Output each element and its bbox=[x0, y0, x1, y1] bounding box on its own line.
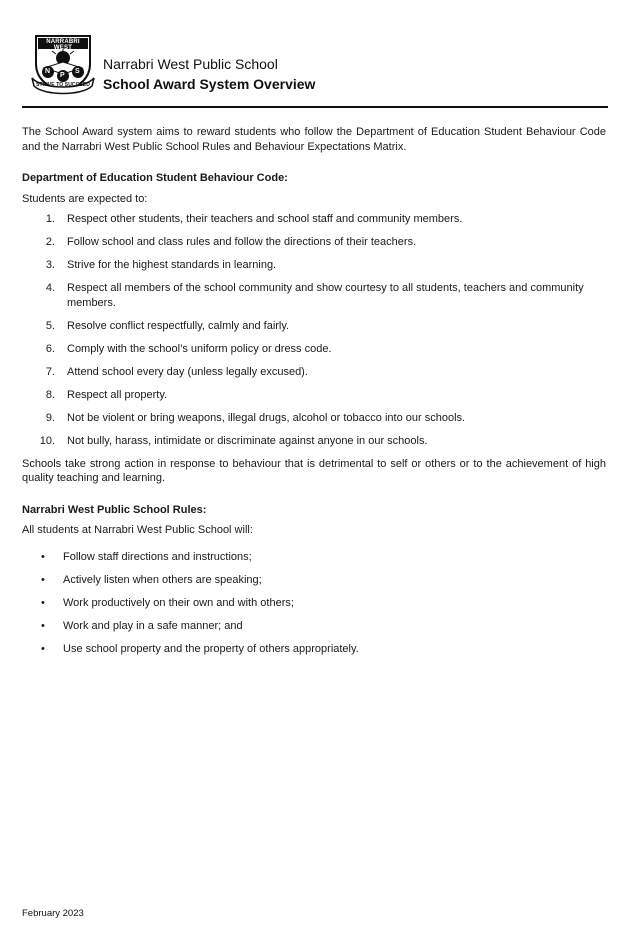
list-item-number: 9. bbox=[45, 411, 55, 424]
school-rules-list bbox=[22, 550, 606, 657]
list-item-number: 4. bbox=[45, 282, 55, 294]
crest-letter-s: S bbox=[75, 68, 80, 75]
list-item-text: Follow staff directions and instructions; bbox=[63, 550, 252, 563]
crest-motto: STRIVE TO SUCCEED bbox=[36, 82, 90, 88]
list-item-number: 2. bbox=[45, 236, 55, 248]
bullet-icon: • bbox=[41, 642, 45, 655]
footer-date: February 2023 bbox=[22, 908, 84, 919]
document-body bbox=[22, 125, 606, 665]
list-item-text: Follow school and class rules and follow the directions of their teachers. bbox=[67, 236, 417, 248]
behaviour-code-item bbox=[22, 212, 606, 227]
behaviour-code-item bbox=[22, 388, 606, 403]
list-item-number: 3. bbox=[45, 259, 55, 271]
list-item-text: Comply with the school’s uniform policy or dress code. bbox=[67, 342, 332, 355]
document-title: School Award System Overview bbox=[103, 76, 316, 92]
school-rules-lead: All students at Narrabri West Public School will: bbox=[22, 524, 253, 536]
list-item-number: 6. bbox=[45, 342, 55, 355]
school-rule-item bbox=[22, 619, 606, 634]
school-rule-item bbox=[22, 550, 606, 565]
behaviour-code-item bbox=[22, 365, 606, 380]
behaviour-code-item bbox=[22, 434, 606, 449]
list-item-text: Attend school every day (unless legally excused). bbox=[67, 365, 308, 378]
behaviour-code-lead: Students are expected to: bbox=[22, 192, 148, 205]
bullet-icon: • bbox=[41, 573, 45, 586]
intro-paragraph: The School Award system aims to reward students who follow the Department of Education Student Behaviour Code and the Narrabri West Public School Rules and Behaviour Expectations Matrix. bbox=[22, 126, 606, 153]
list-item-number: 5. bbox=[45, 319, 55, 332]
school-rule-item bbox=[22, 596, 606, 611]
list-item-number: 10. bbox=[39, 434, 55, 447]
list-item-number: 1. bbox=[45, 213, 55, 225]
list-item-text: Not bully, harass, intimidate or discriminate against anyone in our schools. bbox=[67, 434, 428, 447]
header-divider bbox=[22, 106, 608, 108]
strong-action-paragraph: Schools take strong action in response to behaviour that is detrimental to self or others or to the achievement of high quality teaching and learning. bbox=[22, 457, 606, 484]
behaviour-code-item bbox=[22, 281, 606, 310]
bullet-icon: • bbox=[41, 596, 45, 609]
behaviour-code-item bbox=[22, 235, 606, 250]
list-item-text: Use school property and the property of others appropriately. bbox=[63, 642, 359, 655]
school-rule-item bbox=[22, 642, 606, 657]
bullet-icon: • bbox=[41, 550, 45, 563]
behaviour-code-item bbox=[22, 319, 606, 334]
bullet-icon: • bbox=[41, 619, 45, 632]
behaviour-code-item bbox=[22, 258, 606, 273]
school-name: Narrabri West Public School bbox=[103, 56, 278, 72]
behaviour-code-heading: Department of Education Student Behaviour Code: bbox=[22, 172, 288, 184]
list-item-text: Work and play in a safe manner; and bbox=[63, 619, 243, 632]
school-crest-logo bbox=[30, 34, 96, 96]
list-item-number: 7. bbox=[45, 365, 55, 378]
list-item-text: Respect all members of the school community and show courtesy to all students, teachers and community members. bbox=[67, 282, 584, 309]
document-header bbox=[22, 30, 608, 110]
crest-letter-n: N bbox=[45, 68, 51, 75]
list-item-text: Respect other students, their teachers and school staff and community members. bbox=[67, 213, 463, 225]
list-item-text: Resolve conflict respectfully, calmly and fairly. bbox=[67, 319, 290, 332]
list-item-text: Strive for the highest standards in learning. bbox=[67, 259, 277, 271]
list-item-text: Actively listen when others are speaking; bbox=[63, 573, 262, 586]
list-item-text: Respect all property. bbox=[67, 388, 168, 401]
school-rule-item bbox=[22, 573, 606, 588]
school-rules-heading: Narrabri West Public School Rules: bbox=[22, 503, 207, 516]
behaviour-code-item bbox=[22, 411, 606, 426]
crest-ribbon-text: NARRABRI WEST bbox=[46, 39, 80, 51]
behaviour-code-list bbox=[22, 212, 606, 448]
list-item-number: 8. bbox=[45, 388, 55, 401]
crest-letter-p: P bbox=[60, 72, 65, 79]
list-item-text: Not be violent or bring weapons, illegal drugs, alcohol or tobacco into our schools. bbox=[67, 411, 466, 424]
list-item-text: Work productively on their own and with others; bbox=[63, 596, 294, 609]
behaviour-code-item bbox=[22, 342, 606, 357]
